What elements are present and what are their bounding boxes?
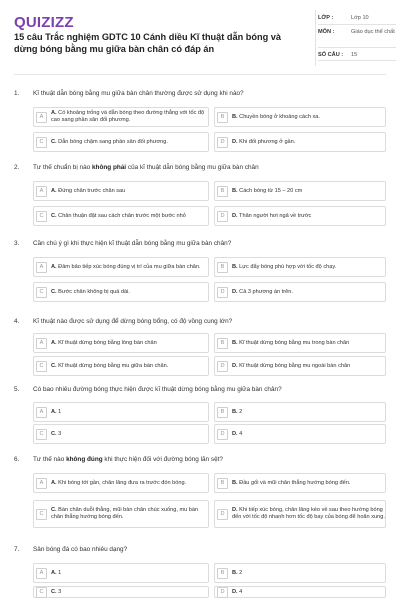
option-text: C. Bàn chân duỗi thẳng, mũi bàn chân chúc xuống, mu bàn chân thẳng hướng bóng đến. [51, 507, 199, 520]
option-letter-box: D [217, 509, 228, 520]
option-text: D. Kĩ thuật dừng bóng bằng mu ngoài bàn chân [232, 362, 351, 369]
option-b[interactable] [214, 402, 386, 422]
option-a[interactable] [33, 473, 209, 493]
option-text: A. Kĩ thuật dừng bóng bằng lòng bàn chân [51, 339, 157, 346]
question-number: 4. [14, 318, 20, 325]
meta-class-label: LỚP : [318, 15, 334, 21]
option-b[interactable] [214, 563, 386, 583]
option-text: B. Cách bóng từ 15 – 20 cm [232, 187, 303, 194]
option-text: B. Đầu gối và mũi chân thẳng hướng bóng đến. [232, 479, 351, 486]
option-c[interactable] [33, 356, 209, 376]
option-letter-box: C [36, 509, 47, 520]
option-b[interactable] [214, 181, 386, 201]
option-letter-box: D [217, 137, 228, 148]
option-text: C. 3 [51, 430, 62, 437]
option-text: C. Kĩ thuật dừng bóng bằng mu giữa bàn chân. [51, 362, 169, 369]
question-number: 5. [14, 386, 20, 393]
option-c[interactable] [33, 424, 209, 444]
meta-subject-label: MÔN : [318, 28, 335, 35]
option-letter-box: C [36, 287, 47, 298]
option-letter-box: D [217, 211, 228, 222]
option-a[interactable] [33, 107, 209, 127]
option-letter-box: D [217, 429, 228, 440]
question-text: Cần chú ý gì khi thực hiện kĩ thuật dẫn bóng bằng mu giữa bàn chân? [33, 240, 232, 247]
option-letter-box: B [217, 478, 228, 489]
option-letter-box: D [217, 287, 228, 298]
quizizz-logo[interactable]: QUIZIZZ [14, 14, 74, 31]
option-text: A. Đảm bảo tiếp xúc bóng đúng vị trí của mu giữa bàn chân. [51, 263, 201, 270]
option-d[interactable] [214, 586, 386, 598]
header-separator [14, 74, 386, 75]
option-d[interactable] [214, 206, 386, 226]
option-letter-box: C [36, 587, 47, 598]
option-letter-box: C [36, 361, 47, 372]
option-c[interactable] [33, 282, 209, 302]
question-text: Có bao nhiêu đường bóng thực hiện được kĩ thuật dừng bóng bằng mu giữa bàn chân? [33, 386, 282, 393]
question-number: 3. [14, 240, 20, 247]
option-letter-box: A [36, 186, 47, 197]
meta-count-value: 15 [351, 51, 358, 58]
option-letter-box: C [36, 429, 47, 440]
worksheet-header [0, 0, 400, 76]
option-letter-box: B [217, 262, 228, 273]
option-letter-box: A [36, 112, 47, 123]
meta-count-label: SỐ CÂU : [318, 51, 344, 58]
option-c[interactable] [33, 206, 209, 226]
meta-subject-value: Giáo dục thể chất [351, 28, 395, 35]
question-number: 2. [14, 164, 20, 171]
option-d[interactable] [214, 356, 386, 376]
option-text: A. Đứng chân trước chân sau [51, 187, 126, 194]
option-c[interactable] [33, 132, 209, 152]
option-letter-box: B [217, 338, 228, 349]
header-divider [315, 10, 316, 66]
option-b[interactable] [214, 107, 386, 127]
option-a[interactable] [33, 257, 209, 277]
meta-class-value: Lớp 10 [351, 15, 369, 21]
option-letter-box: C [36, 137, 47, 148]
option-text: B. Chuyền bóng ở khoảng cách xa. [232, 113, 320, 120]
option-d[interactable] [214, 132, 386, 152]
option-letter-box: A [36, 407, 47, 418]
option-text: D. Khi tiếp xúc bóng, chân lăng kéo về sau theo hướng bóng đến với tốc độ nhanh hơn tốc độ bay của bóng để hoãn xung. [232, 507, 385, 520]
option-letter-box: A [36, 338, 47, 349]
question-text: Tư thế chuẩn bị nào không phải của kĩ thuật dẫn bóng bằng mu giữa bàn chân [33, 164, 259, 171]
option-letter-box: D [217, 587, 228, 598]
option-a[interactable] [33, 402, 209, 422]
option-letter-box: B [217, 186, 228, 197]
meta-class-row [318, 14, 396, 25]
option-text: D. Thân người hơi ngả về trước [232, 212, 312, 219]
option-d[interactable] [214, 282, 386, 302]
question-text: Tư thế nào không đúng khi thực hiện đối với đường bóng lăn sệt? [33, 456, 223, 463]
option-d[interactable] [214, 424, 386, 444]
worksheet-title: 15 câu Trắc nghiệm GDTC 10 Cánh diều Kĩ thuật dẫn bóng và dừng bóng bằng mu giữa bàn chân có đáp án [14, 32, 281, 54]
option-c[interactable] [33, 500, 209, 528]
option-d[interactable] [214, 500, 386, 528]
option-c[interactable] [33, 586, 209, 598]
option-text: C. Chân thuận đặt sau cách chân trước một bước nhỏ [51, 212, 186, 219]
meta-count-row [318, 51, 396, 62]
option-letter-box: B [217, 407, 228, 418]
question-number: 7. [14, 546, 20, 553]
option-b[interactable] [214, 473, 386, 493]
option-text: B. 2 [232, 569, 243, 576]
option-letter-box: A [36, 262, 47, 273]
option-text: A. Khi bóng tới gần, chân lăng đưa ra trước đón bóng. [51, 479, 187, 486]
option-a[interactable] [33, 563, 209, 583]
option-text: C. 3 [51, 588, 62, 595]
option-b[interactable] [214, 257, 386, 277]
option-letter-box: B [217, 112, 228, 123]
option-letter-box: A [36, 568, 47, 579]
option-text: C. Dẫn bóng chậm sang phần sân đối phương. [51, 138, 168, 145]
option-text: B. Kĩ thuật dừng bóng bằng mu trong bàn chân [232, 339, 350, 346]
worksheet-meta [318, 14, 396, 64]
option-text: D. 4 [232, 588, 243, 595]
option-letter-box: A [36, 478, 47, 489]
option-a[interactable] [33, 181, 209, 201]
option-text: C. Bước chân không bị quá dài. [51, 288, 130, 295]
option-text: A. Có khoảng trống và dẫn bóng theo đường thẳng với tốc độ cao sang phần sân đối phương. [51, 110, 205, 123]
question-text: Kĩ thuật nào được sử dụng để dừng bóng bổng, có độ vồng cung lớn? [33, 318, 233, 325]
option-text: D. Khi đối phương ở gần. [232, 138, 296, 145]
meta-subject-row [318, 28, 396, 48]
option-text: B. 2 [232, 408, 243, 415]
option-a[interactable] [33, 333, 209, 353]
option-text: D. Cả 3 phương án trên. [232, 288, 293, 295]
question-text: Sân bóng đá có bao nhiêu dạng? [33, 546, 128, 553]
option-letter-box: C [36, 211, 47, 222]
option-b[interactable] [214, 333, 386, 353]
option-text: A. 1 [51, 408, 62, 415]
option-letter-box: D [217, 361, 228, 372]
option-text: A. 1 [51, 569, 62, 576]
question-number: 1. [14, 90, 20, 97]
option-text: B. Lực đẩy bóng phù hợp với tốc độ chạy. [232, 263, 337, 270]
option-letter-box: B [217, 568, 228, 579]
option-text: D. 4 [232, 430, 243, 437]
question-text: Kĩ thuật dẫn bóng bằng mu giữa bàn chân thường được sử dụng khi nào? [33, 90, 244, 97]
question-number: 6. [14, 456, 20, 463]
